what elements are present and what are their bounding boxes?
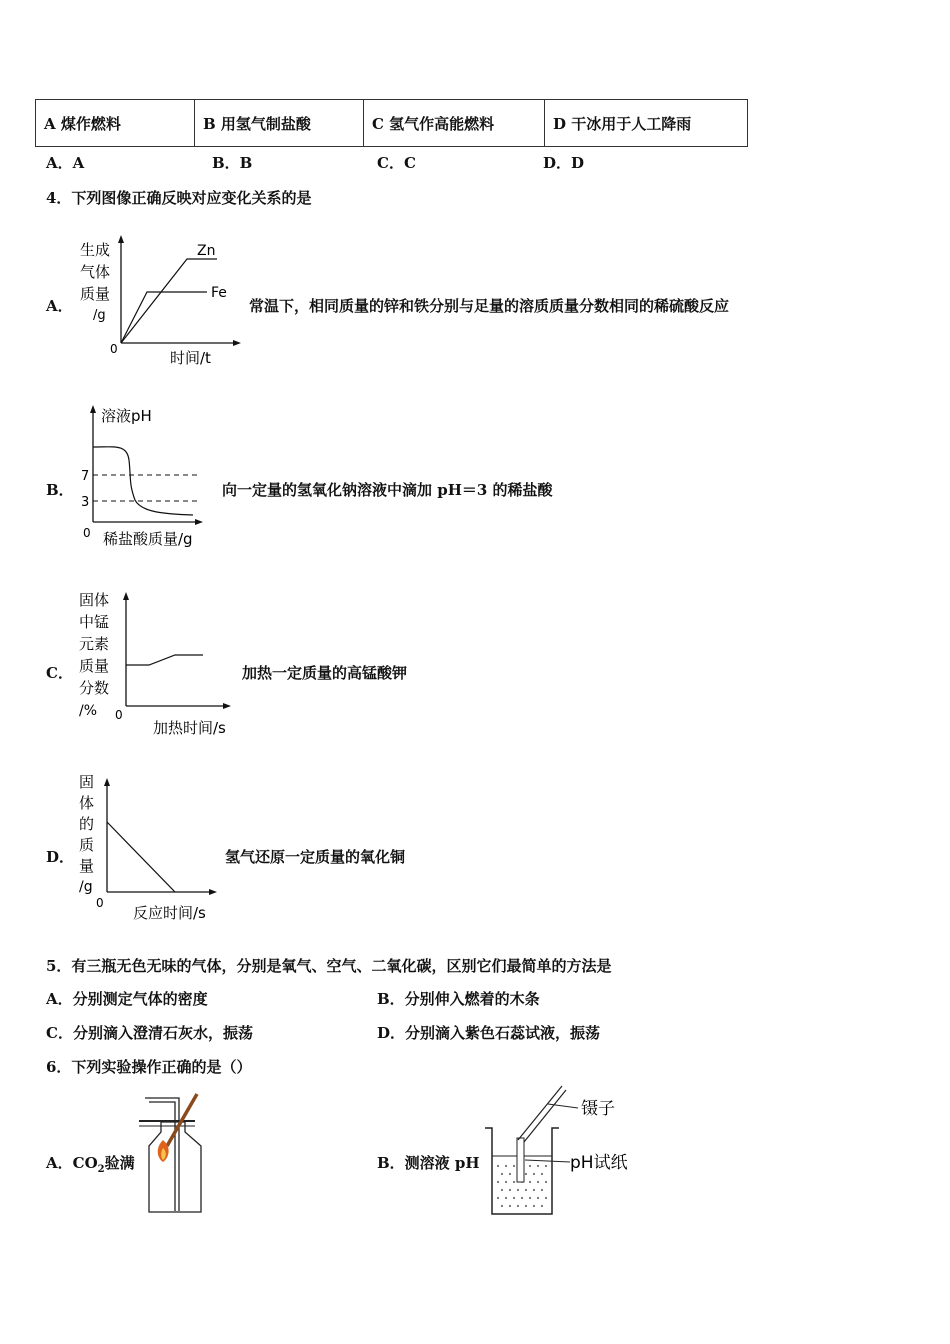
table-cell-b: B 用氢气制盐酸 <box>195 100 364 147</box>
graph-b-tick-7: 7 <box>81 469 90 484</box>
option-c-text: 加热一定质量的高锰酸钾 <box>242 664 408 682</box>
graph-c-origin: 0 <box>115 708 123 722</box>
graph-c-ylabel-5: 分数 <box>79 679 110 697</box>
graph-c-ylabel-6: /% <box>79 703 98 719</box>
table-cell-d: D 干冰用于人工降雨 <box>545 100 748 147</box>
graph-a-ylabel-2: 气体 <box>80 263 111 281</box>
choice-a[interactable]: A．A <box>46 154 85 172</box>
graph-d-origin: 0 <box>96 896 104 910</box>
option-c-label[interactable]: C． <box>46 664 73 682</box>
choice-b[interactable]: B．B <box>212 154 253 172</box>
graph-d-ylabel-2: 体 <box>79 794 95 812</box>
q6-option-a[interactable] <box>46 1152 135 1175</box>
graph-b-origin: 0 <box>83 526 91 540</box>
graph-c-ylabel-3: 元素 <box>79 635 110 653</box>
graph-d-xlabel: 反应时间/s <box>133 904 206 922</box>
graph-a-origin: 0 <box>110 342 118 356</box>
q5-option-b[interactable]: B．分别伸入燃着的木条 <box>377 990 540 1008</box>
table-cell-c: C 氢气作高能燃料 <box>364 100 545 147</box>
graph-d-ylabel-4: 质 <box>79 836 95 854</box>
q6-option-b[interactable]: B．测溶液 pH <box>377 1154 480 1172</box>
graph-a-ylabel-1: 生成 <box>80 241 111 259</box>
gas-bottle-illustration <box>135 1090 215 1220</box>
q6-option-a-suffix: 验满 <box>104 1154 135 1172</box>
option-d-label[interactable]: D． <box>46 848 75 866</box>
graph-a <box>75 235 250 370</box>
graph-c-ylabel-1: 固体 <box>79 591 110 609</box>
graph-a-ylabel-3: 质量 <box>80 285 111 303</box>
beaker-illustration <box>480 1082 645 1222</box>
option-b-label[interactable]: B． <box>46 481 74 499</box>
choice-d[interactable]: D．D <box>543 154 585 172</box>
q5-option-c[interactable]: C．分别滴入澄清石灰水，振荡 <box>46 1024 253 1042</box>
q5-option-d[interactable]: D．分别滴入紫色石蕊试液，振荡 <box>377 1024 601 1042</box>
choice-c[interactable]: C．C <box>377 154 416 172</box>
option-b-text: 向一定量的氢氧化钠溶液中滴加 pH＝3 的稀盐酸 <box>222 481 553 499</box>
q6-option-a-sub: 2 <box>97 1164 105 1175</box>
graph-c <box>75 586 250 741</box>
graph-a-ylabel-4: /g <box>93 308 106 323</box>
question-6-stem: 6．下列实验操作正确的是（） <box>46 1058 252 1076</box>
graph-c-ylabel-2: 中锰 <box>79 613 110 631</box>
ph-paper-label: pH试纸 <box>570 1153 628 1173</box>
table-cell-a: A 煤作燃料 <box>36 100 195 147</box>
graph-a-series-fe: Fe <box>211 285 227 301</box>
options-table <box>35 99 748 147</box>
graph-b-ylabel: 溶液pH <box>101 407 152 425</box>
option-a-text: 常温下，相同质量的锌和铁分别与足量的溶质质量分数相同的稀硫酸反应 <box>249 297 730 315</box>
graph-d-ylabel-6: /g <box>79 879 93 895</box>
graph-b-tick-3: 3 <box>81 495 90 510</box>
graph-a-series-zn: Zn <box>197 243 216 259</box>
graph-d <box>75 770 235 930</box>
option-a-label[interactable]: A． <box>46 297 73 315</box>
graph-d-ylabel-3: 的 <box>79 815 95 833</box>
graph-b-xlabel: 稀盐酸质量/g <box>103 530 193 548</box>
tweezers-label: 镊子 <box>581 1099 615 1119</box>
option-d-text: 氢气还原一定质量的氧化铜 <box>225 848 406 866</box>
q5-option-a[interactable]: A．分别测定气体的密度 <box>46 990 208 1008</box>
question-4-stem: 4．下列图像正确反映对应变化关系的是 <box>46 189 312 207</box>
graph-d-ylabel-1: 固 <box>79 773 95 791</box>
graph-a-xlabel: 时间/t <box>170 349 211 367</box>
graph-b <box>75 400 225 550</box>
q6-option-a-prefix: A．CO <box>46 1154 98 1172</box>
graph-d-ylabel-5: 量 <box>79 857 95 875</box>
graph-c-ylabel-4: 质量 <box>79 657 110 675</box>
question-5-stem: 5．有三瓶无色无味的气体，分别是氧气、空气、二氧化碳，区别它们最简单的方法是 <box>46 957 612 975</box>
graph-c-xlabel: 加热时间/s <box>153 719 226 737</box>
